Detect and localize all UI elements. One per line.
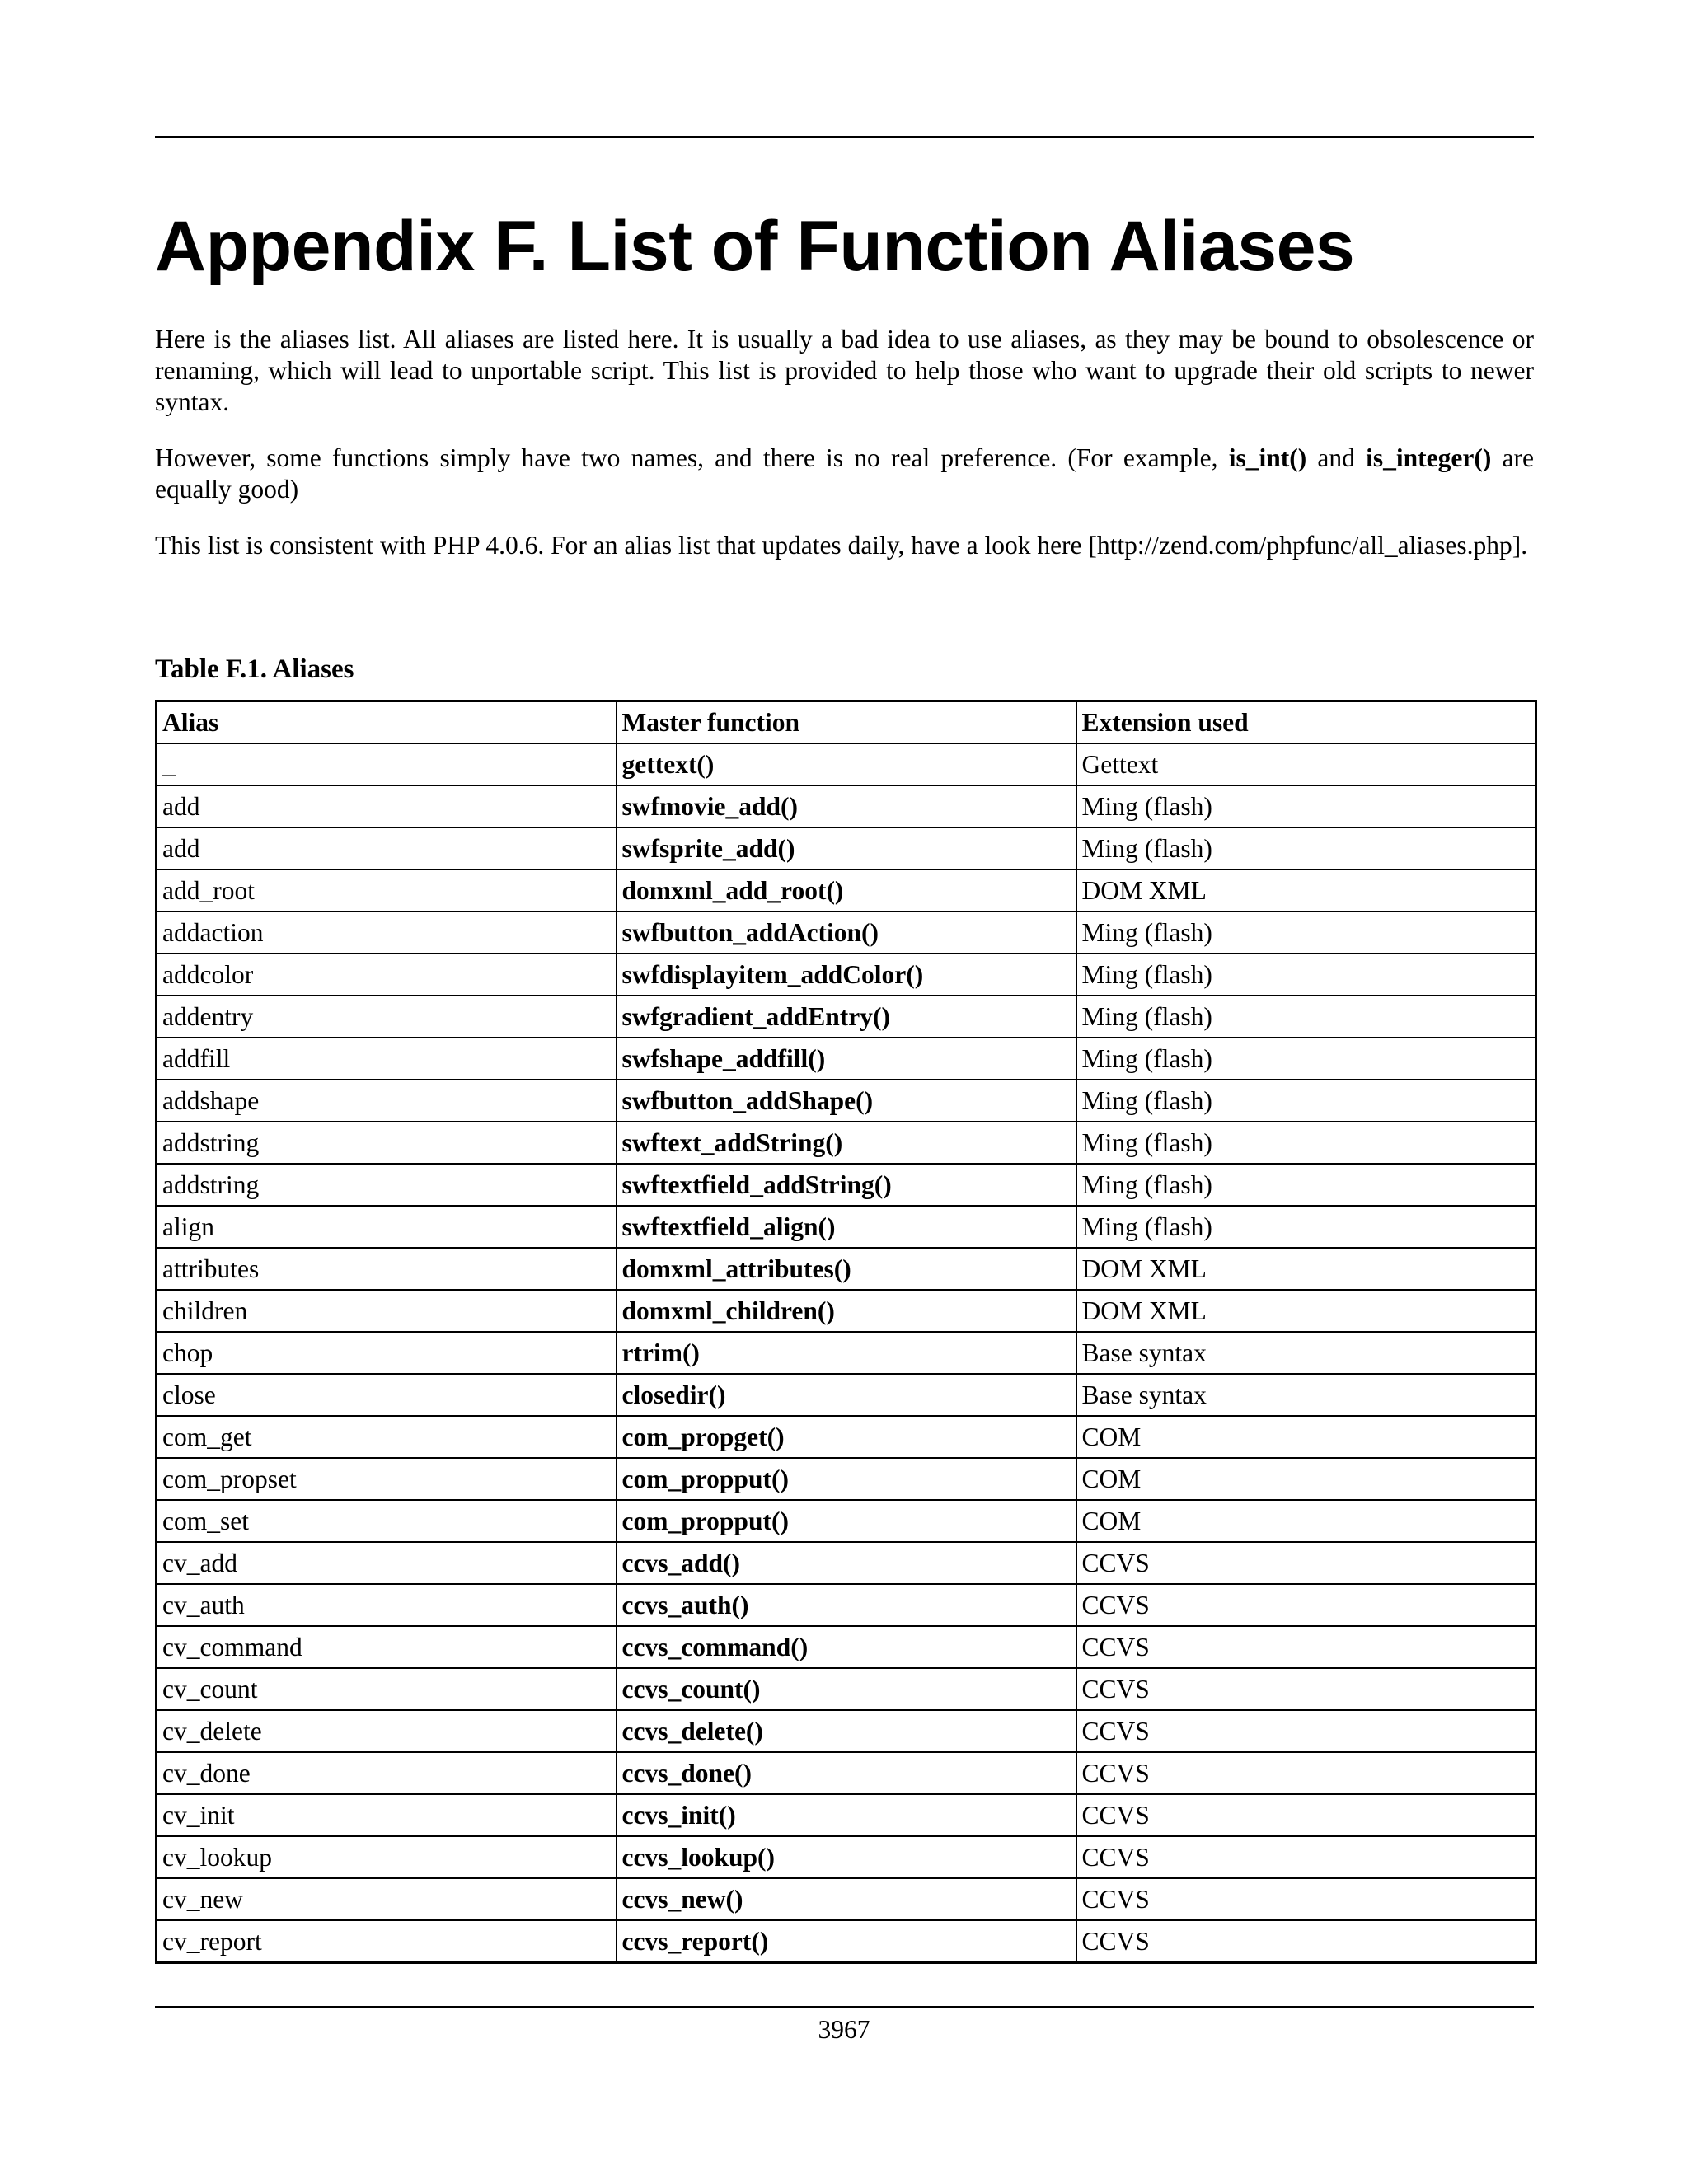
master-function-cell: closedir()	[617, 1374, 1076, 1416]
table-row	[157, 869, 1536, 912]
alias-cell: add_root	[157, 869, 617, 912]
intro-paragraph-3: This list is consistent with PHP 4.0.6. For an alias list that updates daily, have a look here [http://zend.com/phpfunc/all_aliases.php].	[155, 531, 1528, 560]
alias-cell: cv_new	[157, 1878, 617, 1920]
alias-cell: cv_report	[157, 1920, 617, 1963]
column-header-alias: Alias	[157, 701, 617, 744]
master-function-cell: swftextfield_align()	[617, 1206, 1076, 1248]
extension-cell: CCVS	[1076, 1794, 1536, 1836]
table-row	[157, 996, 1536, 1038]
master-function-cell: com_propput()	[617, 1500, 1076, 1542]
alias-cell: cv_count	[157, 1668, 617, 1710]
table-row	[157, 1878, 1536, 1920]
master-function-cell: swfsprite_add()	[617, 827, 1076, 869]
intro-paragraph-2	[155, 443, 1534, 505]
footer-rule	[155, 2006, 1534, 2008]
master-function-cell: com_propget()	[617, 1416, 1076, 1458]
master-function-cell: swfshape_addfill()	[617, 1038, 1076, 1080]
function-is-int: is_int()	[1228, 443, 1307, 472]
table-row	[157, 1080, 1536, 1122]
alias-cell: attributes	[157, 1248, 617, 1290]
alias-cell: add	[157, 785, 617, 827]
extension-cell: Base syntax	[1076, 1374, 1536, 1416]
extension-cell: Ming (flash)	[1076, 1080, 1536, 1122]
alias-cell: com_set	[157, 1500, 617, 1542]
extension-cell: CCVS	[1076, 1920, 1536, 1963]
extension-cell: CCVS	[1076, 1752, 1536, 1794]
intro-paragraph-1: Here is the aliases list. All aliases are listed here. It is usually a bad idea to use aliases, as they may be bound to obsolescence or renaming, which will lead to unportable script. This list is provided to help those who want to upgrade their old scripts to newer syntax.	[155, 325, 1534, 416]
extension-cell: Ming (flash)	[1076, 1038, 1536, 1080]
master-function-cell: swfdisplayitem_addColor()	[617, 954, 1076, 996]
master-function-cell: domxml_children()	[617, 1290, 1076, 1332]
master-function-cell: ccvs_delete()	[617, 1710, 1076, 1752]
master-function-cell: domxml_add_root()	[617, 869, 1076, 912]
master-function-cell: ccvs_report()	[617, 1920, 1076, 1963]
aliases-table	[155, 700, 1537, 1964]
alias-cell: cv_auth	[157, 1584, 617, 1626]
alias-cell: addentry	[157, 996, 617, 1038]
master-function-cell: ccvs_auth()	[617, 1584, 1076, 1626]
table-row	[157, 1290, 1536, 1332]
table-row	[157, 743, 1536, 785]
extension-cell: Gettext	[1076, 743, 1536, 785]
alias-cell: children	[157, 1290, 617, 1332]
alias-cell: addfill	[157, 1038, 617, 1080]
alias-cell: cv_done	[157, 1752, 617, 1794]
extension-cell: COM	[1076, 1416, 1536, 1458]
master-function-cell: swftext_addString()	[617, 1122, 1076, 1164]
alias-cell: addshape	[157, 1080, 617, 1122]
table-row	[157, 1164, 1536, 1206]
master-function-cell: ccvs_done()	[617, 1752, 1076, 1794]
extension-cell: Ming (flash)	[1076, 912, 1536, 954]
alias-cell: addstring	[157, 1164, 617, 1206]
table-row	[157, 1458, 1536, 1500]
alias-cell: addstring	[157, 1122, 617, 1164]
table-row	[157, 1500, 1536, 1542]
table-row	[157, 1374, 1536, 1416]
table-row	[157, 912, 1536, 954]
extension-cell: DOM XML	[1076, 869, 1536, 912]
alias-cell: com_propset	[157, 1458, 617, 1500]
table-row	[157, 1752, 1536, 1794]
extension-cell: Ming (flash)	[1076, 954, 1536, 996]
table-body	[157, 743, 1536, 1963]
extension-cell: COM	[1076, 1458, 1536, 1500]
extension-cell: CCVS	[1076, 1626, 1536, 1668]
master-function-cell: swftextfield_addString()	[617, 1164, 1076, 1206]
master-function-cell: domxml_attributes()	[617, 1248, 1076, 1290]
alias-cell: _	[157, 743, 617, 785]
table-row	[157, 827, 1536, 869]
alias-cell: com_get	[157, 1416, 617, 1458]
alias-cell: align	[157, 1206, 617, 1248]
alias-cell: addaction	[157, 912, 617, 954]
master-function-cell: ccvs_add()	[617, 1542, 1076, 1584]
extension-cell: Ming (flash)	[1076, 827, 1536, 869]
page-title: Appendix F. List of Function Aliases	[155, 207, 1355, 286]
page-number: 3967	[818, 2015, 870, 2044]
master-function-cell: ccvs_lookup()	[617, 1836, 1076, 1878]
master-function-cell: gettext()	[617, 743, 1076, 785]
alias-cell: cv_delete	[157, 1710, 617, 1752]
alias-cell: cv_command	[157, 1626, 617, 1668]
table-row	[157, 1248, 1536, 1290]
master-function-cell: ccvs_new()	[617, 1878, 1076, 1920]
table-row	[157, 1206, 1536, 1248]
alias-cell: add	[157, 827, 617, 869]
alias-cell: close	[157, 1374, 617, 1416]
table-row	[157, 1626, 1536, 1668]
master-function-cell: swfbutton_addShape()	[617, 1080, 1076, 1122]
table-row	[157, 1710, 1536, 1752]
extension-cell: Ming (flash)	[1076, 1122, 1536, 1164]
extension-cell: CCVS	[1076, 1668, 1536, 1710]
table-row	[157, 1794, 1536, 1836]
extension-cell: DOM XML	[1076, 1248, 1536, 1290]
master-function-cell: com_propput()	[617, 1458, 1076, 1500]
table-row	[157, 1542, 1536, 1584]
extension-cell: Ming (flash)	[1076, 1206, 1536, 1248]
table-row	[157, 785, 1536, 827]
intro-paragraph-2-text-b: and	[1306, 443, 1367, 472]
alias-cell: cv_add	[157, 1542, 617, 1584]
table-row	[157, 1584, 1536, 1626]
alias-cell: addcolor	[157, 954, 617, 996]
master-function-cell: swfbutton_addAction()	[617, 912, 1076, 954]
column-header-extension-used: Extension used	[1076, 701, 1536, 744]
master-function-cell: ccvs_command()	[617, 1626, 1076, 1668]
header-rule	[155, 136, 1534, 138]
master-function-cell: rtrim()	[617, 1332, 1076, 1374]
alias-cell: chop	[157, 1332, 617, 1374]
extension-cell: CCVS	[1076, 1836, 1536, 1878]
alias-cell: cv_init	[157, 1794, 617, 1836]
extension-cell: DOM XML	[1076, 1290, 1536, 1332]
extension-cell: Ming (flash)	[1076, 1164, 1536, 1206]
table-row	[157, 1038, 1536, 1080]
extension-cell: CCVS	[1076, 1710, 1536, 1752]
extension-cell: CCVS	[1076, 1878, 1536, 1920]
table-row	[157, 1920, 1536, 1963]
intro-paragraph-2-text-a: However, some functions simply have two names, and there is no real preference. (For example,	[155, 443, 1229, 472]
table-row	[157, 1416, 1536, 1458]
table-row	[157, 1332, 1536, 1374]
table-row	[157, 1836, 1536, 1878]
column-header-master-function: Master function	[617, 701, 1076, 744]
master-function-cell: swfgradient_addEntry()	[617, 996, 1076, 1038]
table-row	[157, 954, 1536, 996]
extension-cell: CCVS	[1076, 1584, 1536, 1626]
extension-cell: COM	[1076, 1500, 1536, 1542]
master-function-cell: ccvs_count()	[617, 1668, 1076, 1710]
alias-cell: cv_lookup	[157, 1836, 617, 1878]
master-function-cell: ccvs_init()	[617, 1794, 1076, 1836]
extension-cell: CCVS	[1076, 1542, 1536, 1584]
function-is-integer: is_integer()	[1366, 443, 1492, 472]
extension-cell: Base syntax	[1076, 1332, 1536, 1374]
table-header-row	[157, 701, 1536, 744]
table-row	[157, 1668, 1536, 1710]
table-row	[157, 1122, 1536, 1164]
intro-paragraph-2-text-c: are equally good)	[155, 443, 1535, 504]
extension-cell: Ming (flash)	[1076, 785, 1536, 827]
intro-text	[155, 324, 1534, 586]
extension-cell: Ming (flash)	[1076, 996, 1536, 1038]
table-caption: Table F.1. Aliases	[155, 654, 354, 684]
master-function-cell: swfmovie_add()	[617, 785, 1076, 827]
